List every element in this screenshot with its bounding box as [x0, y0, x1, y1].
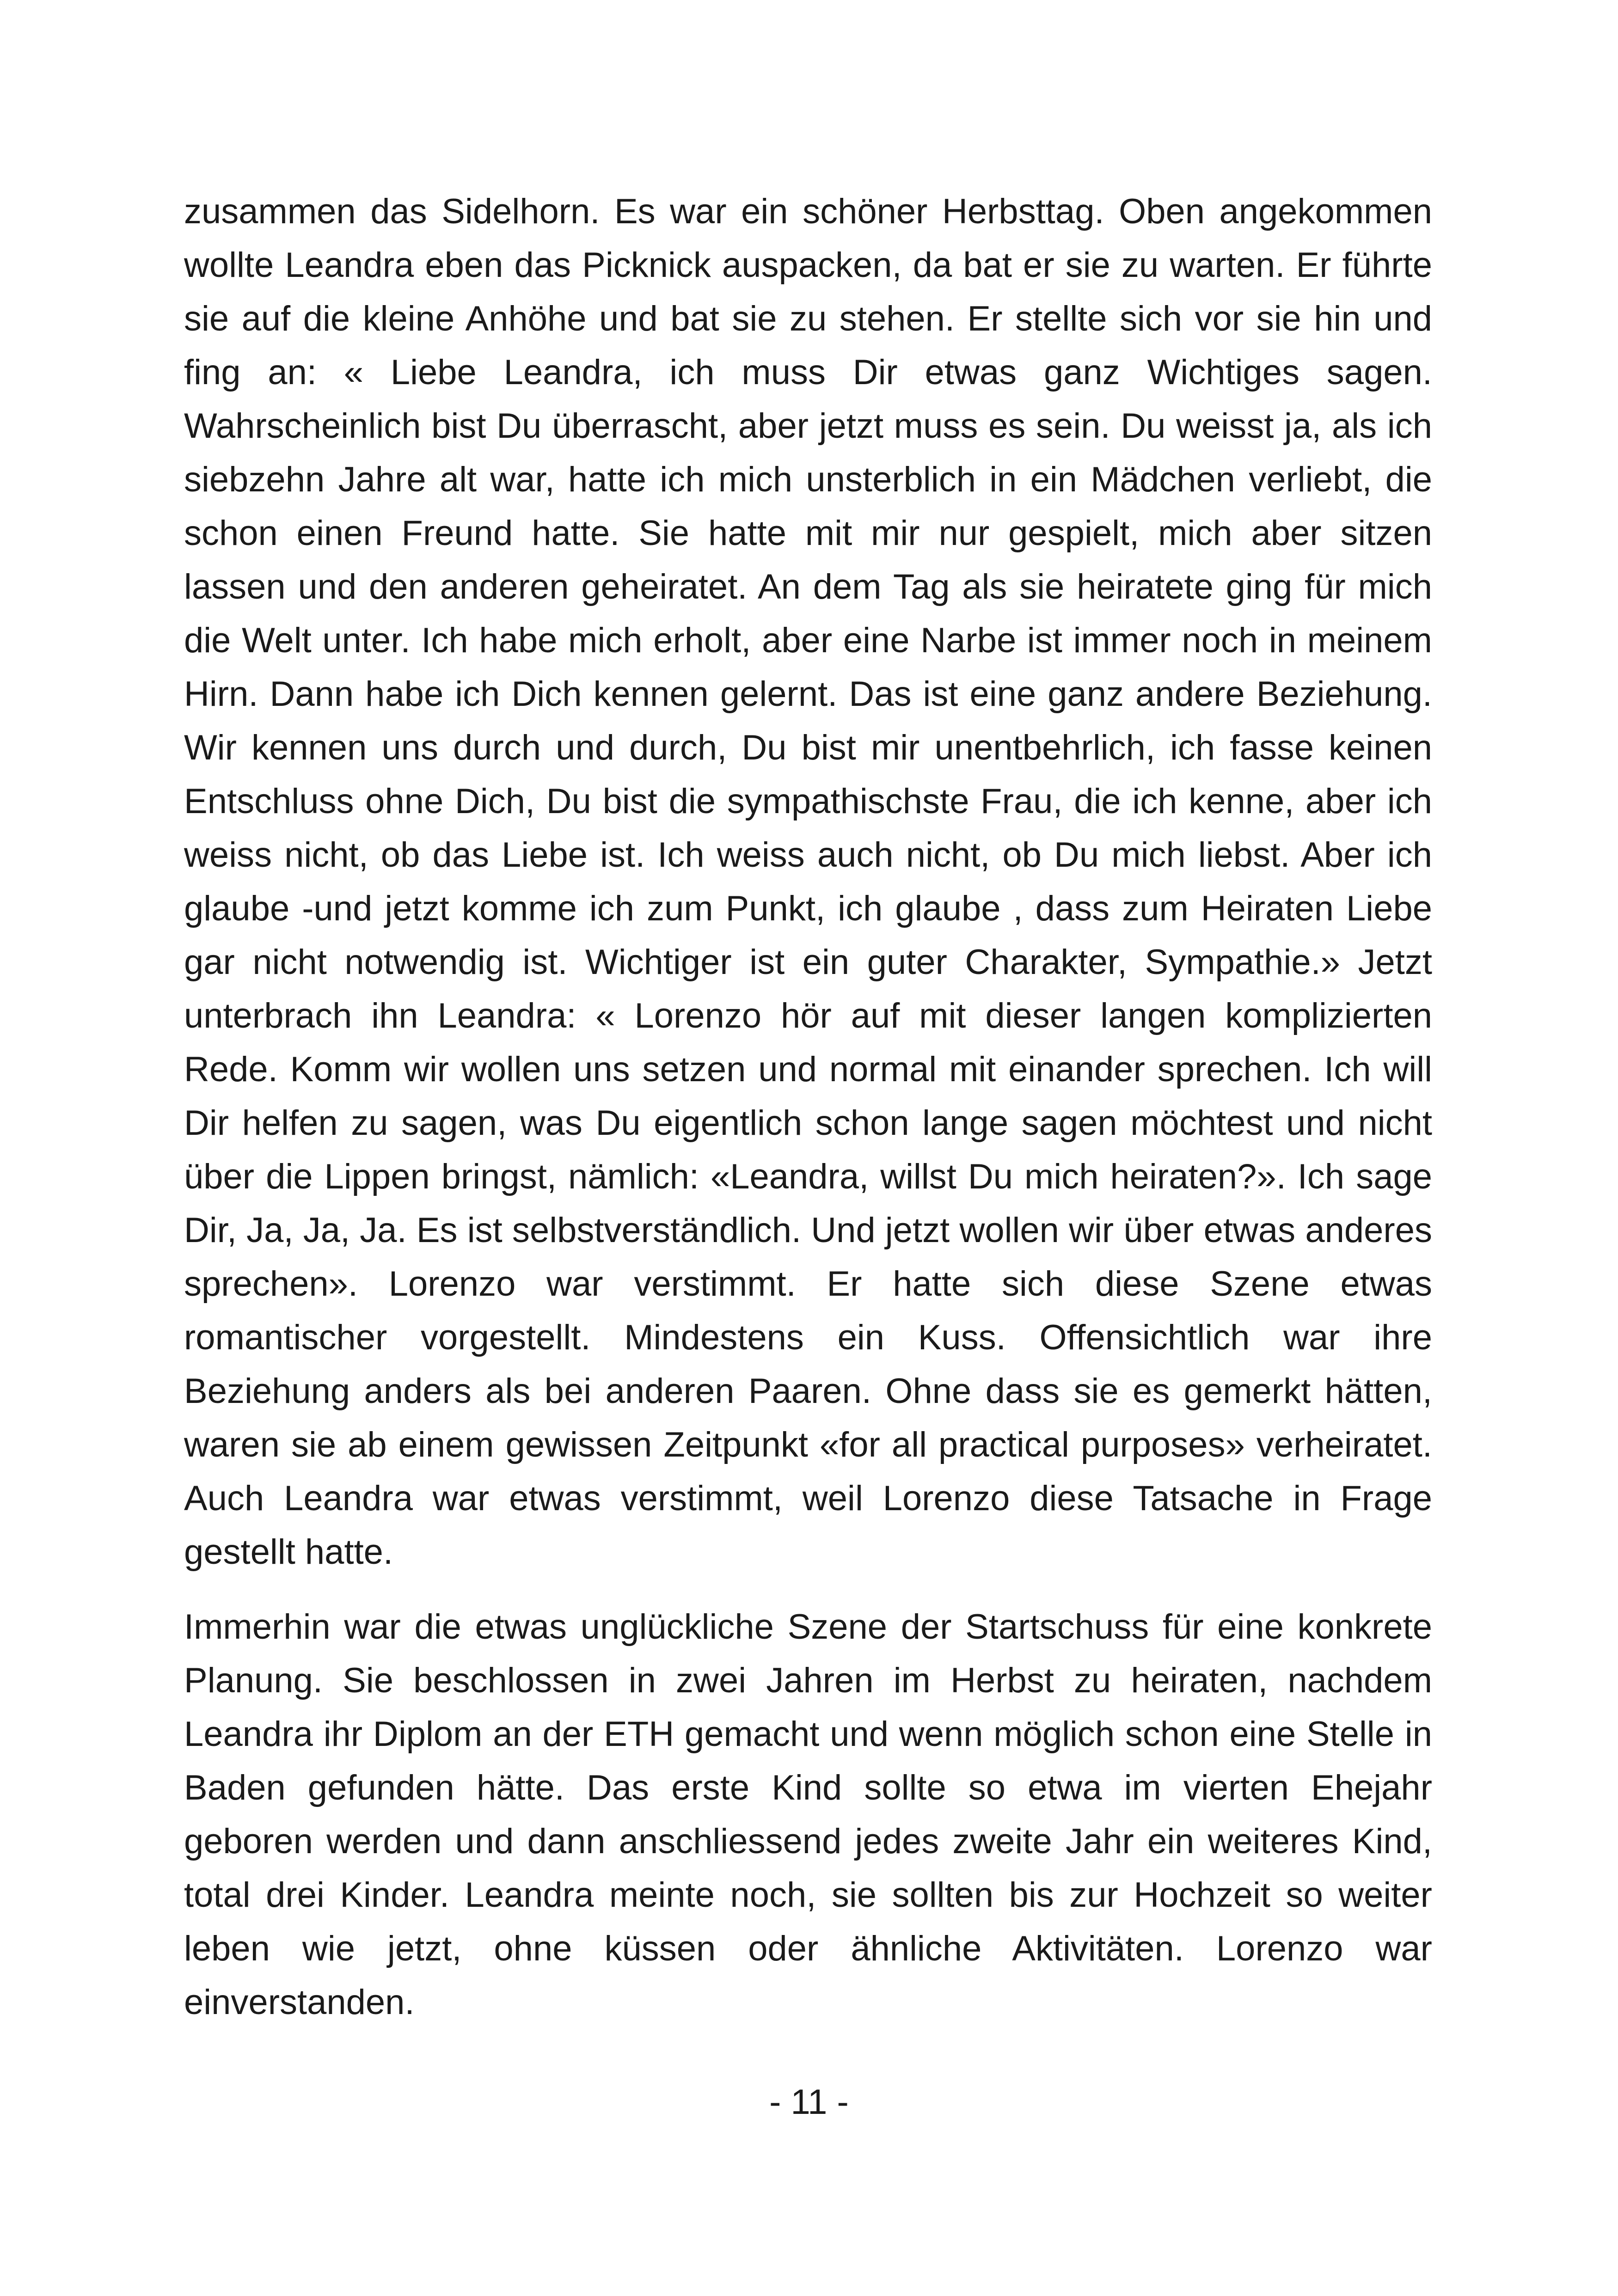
paragraph-2: Immerhin war die etwas unglückliche Szene der Startschuss für eine konkrete Planung. Sie beschlossen in zwei Jahren im Herbst zu heiraten, nachdem Leandra ihr Diplom an der ETH gemacht und wenn möglich schon eine Stelle in Baden gefunden hätte. Das erste Kind sollte so etwa im vierten Ehejahr geboren werden und dann anschliessend jedes zweite Jahr ein weiteres Kind, total drei Kinder. Leandra meinte noch, sie sollten bis zur Hochzeit so weiter leben wie jetzt, ohne küssen oder ähnliche Aktivitäten. Lorenzo war einverstanden. — [184, 1607, 1432, 2022]
paragraph-1: zusammen das Sidelhorn. Es war ein schöner Herbsttag. Oben angekommen wollte Leandra eben das Picknick auspacken, da bat er sie zu warten. Er führte sie auf die kleine Anhöhe und bat sie zu stehen. Er stellte sich vor sie hin und fing an: « Liebe Leandra, ich muss Dir etwas ganz Wichtiges sagen. Wahrscheinlich bist Du überrascht, aber jetzt muss es sein. Du weisst ja, als ich siebzehn Jahre alt war, hatte ich mich unsterblich in ein Mädchen verliebt, die schon einen Freund hatte. Sie hatte mit mir nur gespielt, mich aber sitzen lassen und den anderen geheiratet. An dem Tag als sie heiratete ging für mich die Welt unter. Ich habe mich erholt, aber eine Narbe ist immer noch in meinem Hirn. Dann habe ich Dich kennen gelernt. Das ist eine ganz andere Beziehung. Wir kennen uns durch und durch, Du bist mir unentbehrlich, ich fasse keinen Entschluss ohne Dich, Du bist die sympathischste Frau, die ich kenne, aber ich weiss nicht, ob das Liebe ist. Ich weiss auch nicht, ob Du mich liebst. Aber ich glaube -und jetzt komme ich zum Punkt, ich glaube , dass zum Heiraten Liebe gar nicht notwendig ist. Wichtiger ist ein guter Charakter, Sympathie.» Jetzt unterbrach ihn Leandra: « Lorenzo hör auf mit dieser langen komplizierten Rede. Komm wir wollen uns setzen und normal mit einander sprechen. Ich will Dir helfen zu sagen, was Du eigentlich schon lange sagen möchtest und nicht über die Lippen bringst, nämlich: «Leandra, willst Du mich heiraten?». Ich sage Dir, Ja, Ja, Ja. Es ist selbstverständlich. Und jetzt wollen wir über etwas anderes sprechen». Lorenzo war verstimmt. Er hatte sich diese Szene etwas romantischer vorgestellt. Mindestens ein Kuss. Offensichtlich war ihre Beziehung anders als bei anderen Paaren. Ohne dass sie es gemerkt hätten, waren sie ab einem gewissen Zeitpunkt «for all practical purposes» verheiratet. Auch Leandra war etwas verstimmt, weil Lorenzo diese Tatsache in Frage gestellt hatte. — [184, 192, 1432, 1572]
page-number: - 11 - — [769, 2082, 849, 2122]
body-text — [184, 185, 1432, 2051]
